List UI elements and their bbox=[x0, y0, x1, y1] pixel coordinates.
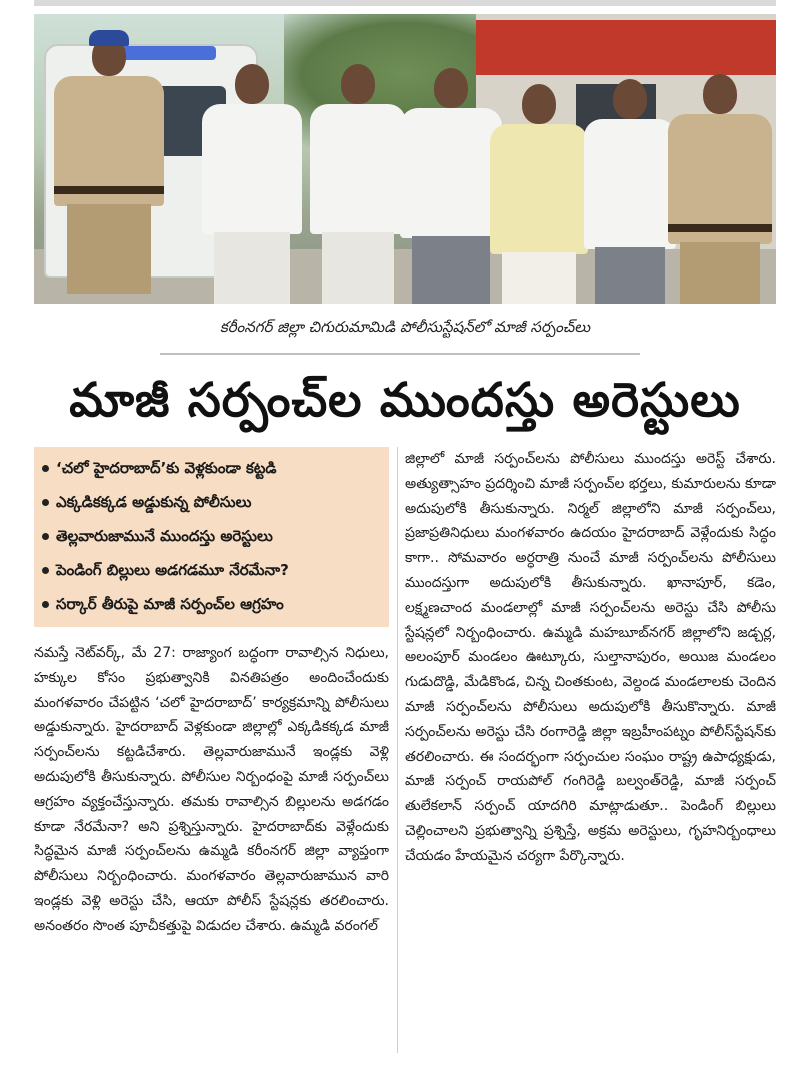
bullet-icon bbox=[42, 499, 49, 506]
column-divider bbox=[397, 447, 398, 1053]
body-column-2 bbox=[405, 447, 776, 869]
photo-caption: కరీంనగర్ జిల్లా చిగురుమామిడి పోలీసుస్టేషన్‌లో మాజీ సర్పంచ్‌లు bbox=[219, 318, 591, 336]
top-rule bbox=[34, 0, 776, 6]
highlight-item: తెల్లవారుజామునే ముందస్తు అరెస్టులు bbox=[34, 519, 389, 553]
person-5 bbox=[490, 84, 588, 304]
highlight-item: సర్కార్ తీరుపై మాజీ సర్పంచ్‌ల ఆగ్రహం bbox=[34, 587, 389, 621]
news-photo bbox=[34, 14, 776, 304]
highlight-item: ‘చలో హైదరాబాద్’కు వెళ్లకుండా కట్టడి bbox=[34, 451, 389, 485]
caption-divider bbox=[160, 353, 640, 355]
person-4 bbox=[400, 68, 502, 304]
person-officer-right bbox=[668, 74, 772, 304]
person-2 bbox=[202, 64, 302, 304]
bullet-icon bbox=[42, 601, 49, 608]
bullet-icon bbox=[42, 533, 49, 540]
highlights-box bbox=[34, 447, 389, 627]
headline: మాజీ సర్పంచ్‌ల ముందస్తు అరెస్టులు bbox=[69, 373, 741, 428]
bullet-icon bbox=[42, 465, 49, 472]
bullet-icon bbox=[42, 567, 49, 574]
body-text-column-2: జిల్లాలో మాజీ సర్పంచ్‌లను పోలీసులు ముందస్తు అరెస్ట్ చేశారు. అత్యుత్సాహం ప్రదర్శించి మాజీ సర్పంచ్‌ల భర్తలు, కుమారులను కూడా అదుపులోకి తీసుకున్నారు. నిర్మల్ జిల్లాలోని మాజీ సర్పంచ్‌లు, ప్రజాప్రతినిధులు మంగళవారం ఉదయం హైదరాబాద్ వెళ్లేందుకు సిద్ధం కాగా.. సోమవారం అర్ధరాత్రి నుంచే మాజీ సర్పంచ్‌లను పోలీసులు ముందస్తుగా అదుపులోకి తీసుకున్నారు. ఖానాపూర్, కడెం, లక్ష్మణచాంద మండలాల్లో మాజీ సర్పంచ్‌లను అరెస్టు చేసి పోలీసు స్టేషన్లలో నిర్బంధించారు. ఉమ్మడి మహబూబ్‌నగర్ జిల్లాలోని జడ్చర్ల, అలంపూర్ మండలం ఊట్కూరు, సుల్తానాపురం, అయిజ మండలం గుడుదొడ్డి, మేడికొండ, చిన్న చింతకుంట, వెల్దండ మండలాలకు చెందిన మాజీ సర్పంచ్‌లను పోలీసులు అదుపులోకి తీసుకొన్నారు. మాజీ సర్పంచ్‌లను అరెస్టు చేసి రంగారెడ్డి జిల్లా ఇబ్రహీంపట్నం పోలీస్‌స్టేషన్‌కు తరలించారు. ఈ సందర్భంగా సర్పంచుల సంఘం రాష్ట్ర ఉపాధ్యక్షుడు, మాజీ సర్పంచ్ రాయపోల్ గంగిరెడ్డి బల్వంత్‌రెడ్డి, మాజీ సర్పంచ్ తులేకలాన్ సర్పంచ్ యాదగిరి మాట్లాడుతూ.. పెండింగ్ బిల్లులు చెల్లించాలని ప్రభుత్వాన్ని ప్రశ్నిస్తే, అక్రమ అరెస్టులు, గృహనిర్బంధాలు చేయడం హేయమైన చర్యగా పేర్కొన్నారు. bbox=[405, 451, 776, 864]
person-3 bbox=[310, 64, 406, 304]
person-6 bbox=[584, 79, 676, 304]
highlight-item: ఎక్కడికక్కడ అడ్డుకున్న పోలీసులు bbox=[34, 485, 389, 519]
body-text-column-1: నమస్తే నెట్‌వర్క్, మే 27: రాజ్యాంగ బద్ధంగా రావాల్సిన నిధులు, హక్కుల కోసం ప్రభుత్వానికి వినతిపత్రం అందించేందుకు మంగళవారం చేపట్టిన ‘చలో హైదరాబాద్’ కార్యక్రమాన్ని పోలీసులు అడ్డుకున్నారు. హైదరాబాద్ వెళ్లకుండా జిల్లాల్లో ఎక్కడికక్కడ మాజీ సర్పంచ్‌లను కట్టడిచేశారు. తెల్లవారుజామునే ఇండ్లకు వెళ్లి అదుపులోకి తీసుకున్నారు. పోలీసుల నిర్బంధంపై మాజీ సర్పంచ్‌లు ఆగ్రహం వ్యక్తంచేస్తున్నారు. తమకు రావాల్సిన బిల్లులను అడగడం కూడా నేరమేనా? అని ప్రశ్నిస్తున్నారు. హైదరాబాద్‌కు వెళ్లేందుకు సిద్ధమైన మాజీ సర్పంచ్‌లను ఉమ్మడి కరీంనగర్ జిల్లా వ్యాప్తంగా పోలీసులు నిర్బంధించారు. మంగళవారం తెల్లవారుజామున వారి ఇండ్లకు వెళ్లి అరెస్టు చేసి, ఆయా పోలీస్ స్టేషన్లకు తరలించారు. అనంతరం సొంత పూచీకత్తుపై విడుదల చేశారు. ఉమ్మడి వరంగల్ bbox=[34, 645, 389, 934]
body-column-1 bbox=[34, 641, 389, 939]
person-officer-left bbox=[54, 36, 164, 304]
highlight-item: పెండింగ్ బిల్లులు అడగడమూ నేరమేనా? bbox=[34, 553, 389, 587]
